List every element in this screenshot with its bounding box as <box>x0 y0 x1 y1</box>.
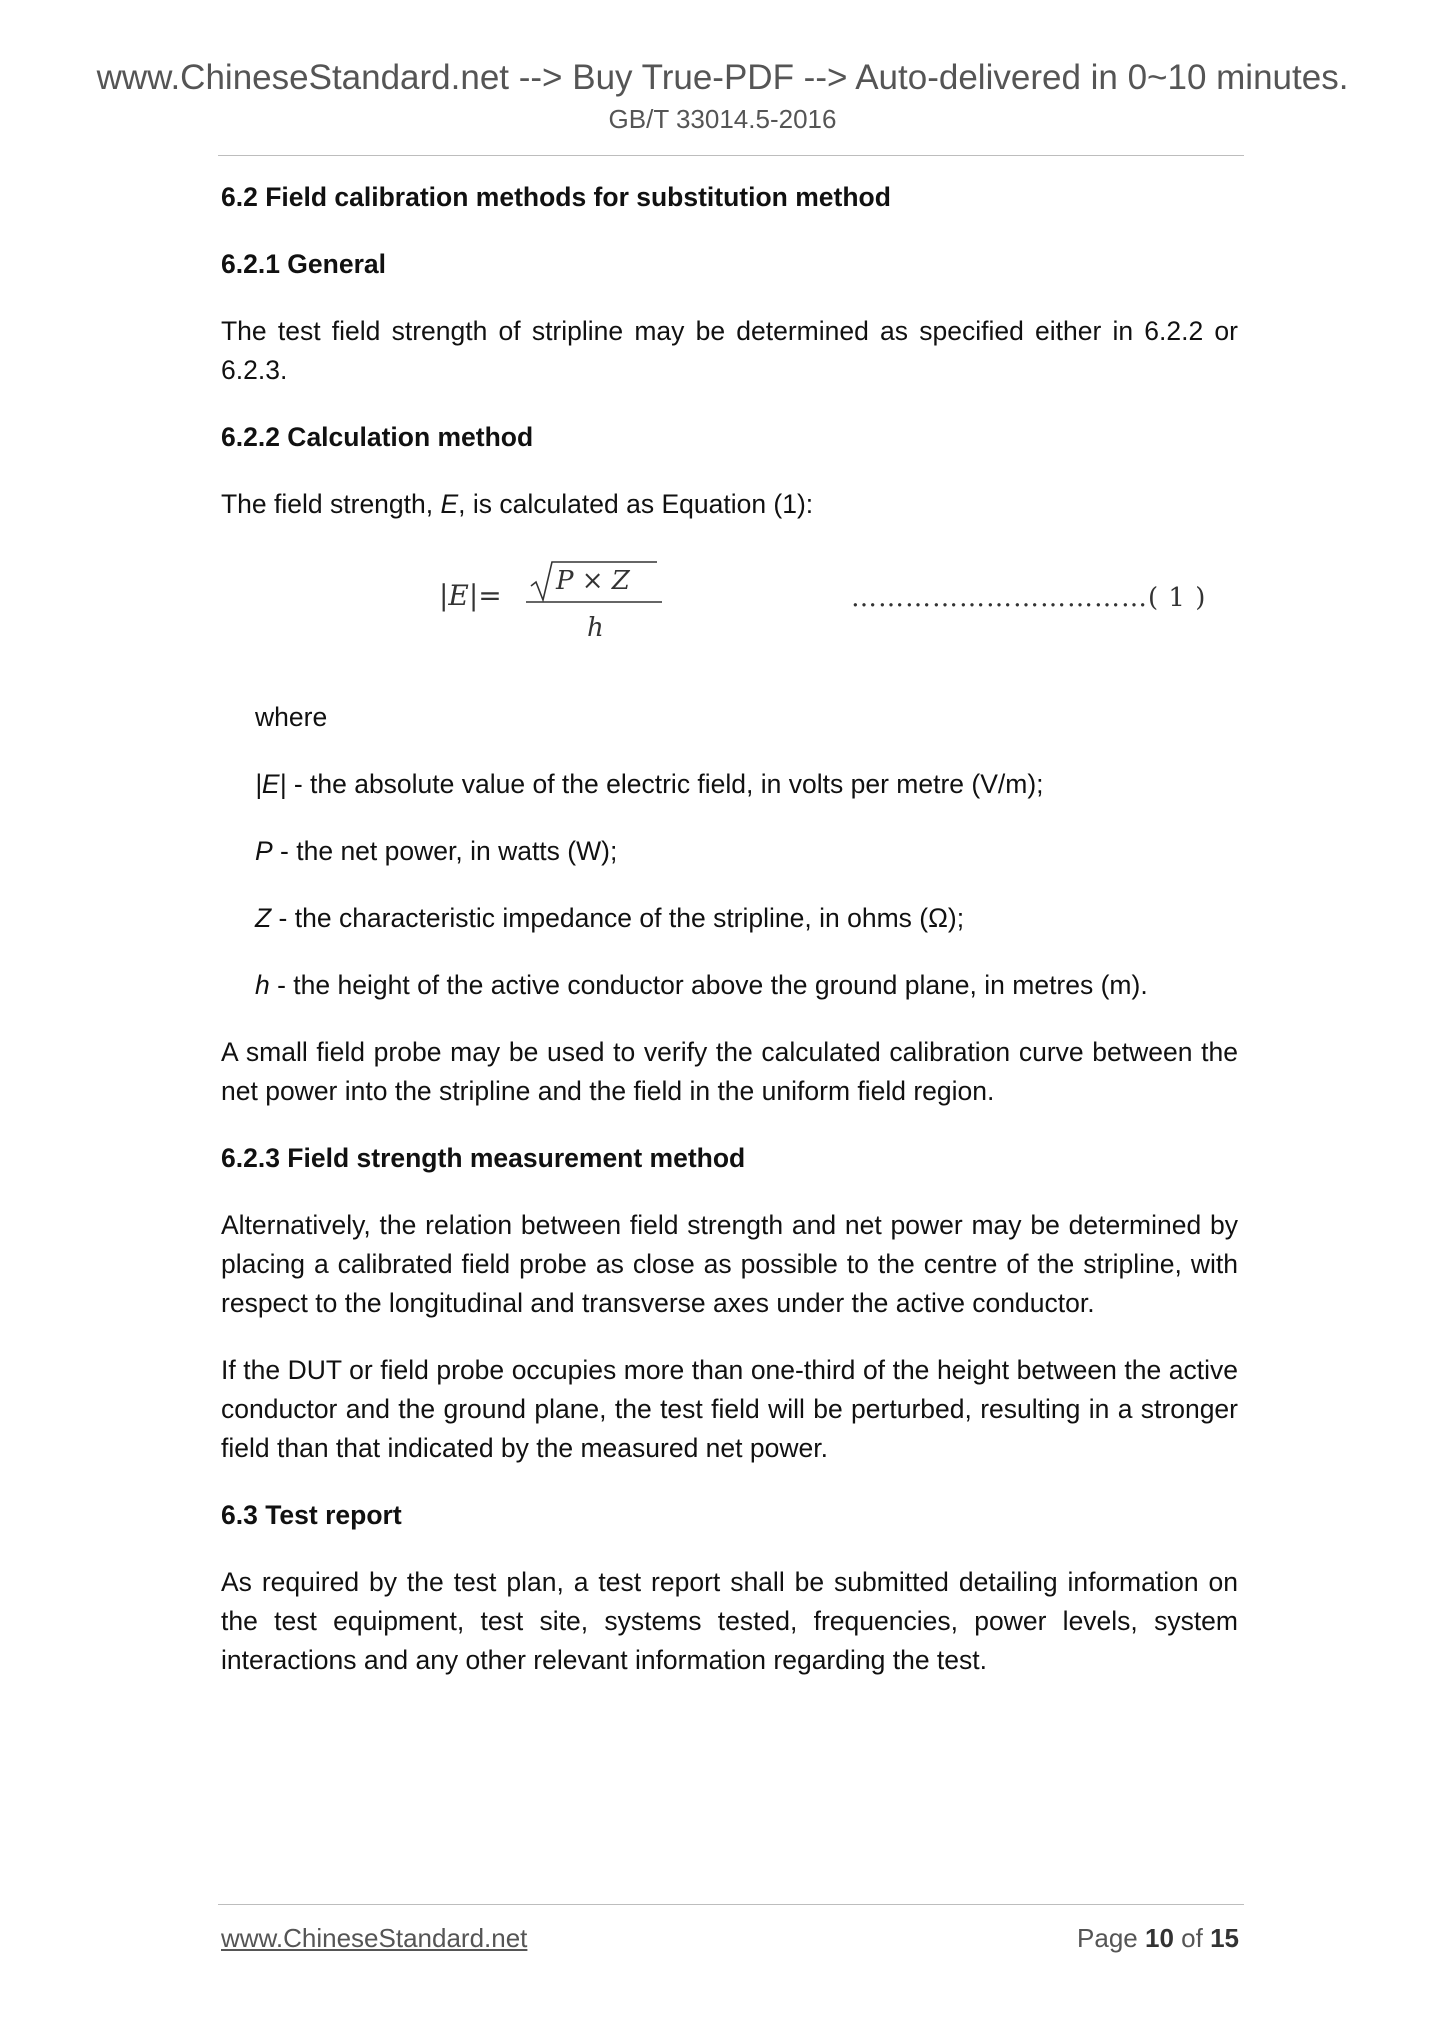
document-body <box>221 178 1238 1680</box>
section-6-2-2-intro: The field strength, E, is calculated as Equation (1): <box>221 489 814 519</box>
header-banner[interactable]: www.ChineseStandard.net --> Buy True-PDF --> Auto-delivered in 0~10 minutes. <box>96 58 1349 97</box>
equation-numerator: P × Z <box>556 566 630 596</box>
section-6-2-2-note: A small field probe may be used to verify the calculated calibration curve between the net power into the stripline and the field in the uniform field region. <box>221 1037 1238 1106</box>
where-label: where <box>255 702 328 732</box>
equation-denominator: h <box>587 613 604 643</box>
definition-z: Z - the characteristic impedance of the stripline, in ohms (Ω); <box>255 903 965 933</box>
equation-1 <box>221 556 1238 676</box>
footer-divider <box>218 1904 1244 1905</box>
standard-id: GB/T 33014.5-2016 <box>608 104 837 134</box>
definition-p: P - the net power, in watts (W); <box>255 836 618 866</box>
equation-lhs: |E|= <box>439 579 502 612</box>
section-6-3-text: As required by the test plan, a test report shall be submitted detailing information on the test equipment, test site, systems tested, frequencies, power levels, system interactions and any other relevant information regarding the test. <box>221 1567 1238 1675</box>
section-6-2-title: 6.2 Field calibration methods for substitution method <box>221 182 891 212</box>
page-number: Page 10 of 15 <box>1077 1923 1239 1953</box>
definition-h: h - the height of the active conductor above the ground plane, in metres (m). <box>255 970 1148 1000</box>
section-6-2-3-paragraph-2: If the DUT or field probe occupies more than one-third of the height between the active conductor and the ground plane, the test field will be perturbed, resulting in a stronger field than that indicated by the measured net power. <box>221 1355 1238 1463</box>
section-6-2-1-title: 6.2.1 General <box>221 249 386 279</box>
section-6-3-title: 6.3 Test report <box>221 1500 402 1530</box>
header-divider <box>218 155 1244 156</box>
section-6-2-1-text: The test field strength of stripline may be determined as specified either in 6.2.2 or 6.2.3. <box>221 316 1238 385</box>
section-6-2-3-paragraph-1: Alternatively, the relation between field strength and net power may be determined by placing a calibrated field probe as close as possible to the centre of the stripline, with respect to the longitudinal and transverse axes under the active conductor. <box>221 1210 1238 1318</box>
footer-website-link[interactable]: www.ChineseStandard.net <box>221 1923 528 1953</box>
section-6-2-2-title: 6.2.2 Calculation method <box>221 422 534 452</box>
definition-e: |E| - the absolute value of the electric field, in volts per metre (V/m); <box>255 769 1044 799</box>
equation-formula <box>439 556 699 666</box>
section-6-2-3-title: 6.2.3 Field strength measurement method <box>221 1143 746 1173</box>
equation-number: ……………………………( 1 ) <box>851 583 1207 613</box>
